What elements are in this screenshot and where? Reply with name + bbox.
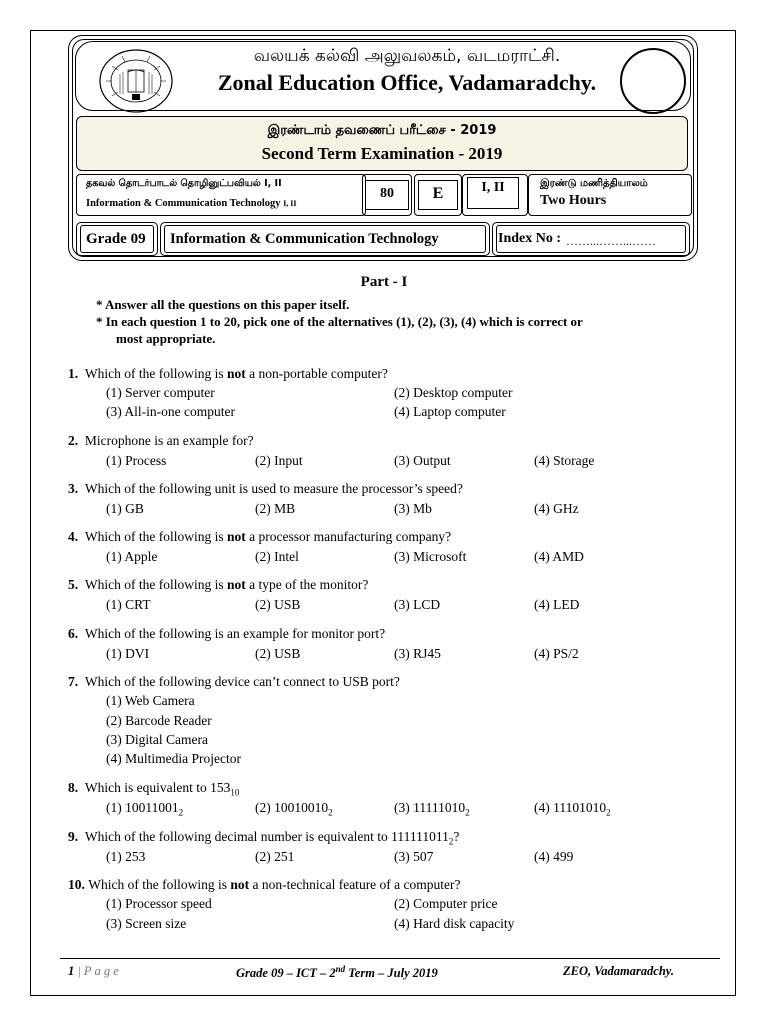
question-2: 2. Microphone is an example for? [68,433,254,448]
medium: E [432,185,444,202]
q3-option-1[interactable]: (1) GB [106,501,144,516]
subject-code: 80 [380,186,394,201]
q9-option-4[interactable]: (4) 499 [534,849,574,864]
question-3: 3. Which of the following unit is used to measure the processor’s speed? [68,481,463,496]
q3-option-3[interactable]: (3) Mb [394,501,432,516]
footer-right: ZEO, Vadamaradchy. [563,964,674,978]
q10-option-3[interactable]: (3) Screen size [106,916,187,931]
q6-option-1[interactable]: (1) DVI [106,646,150,661]
footer-center: Grade 09 – ICT – 2nd Term – July 2019 [236,964,438,981]
stamp-circle [620,48,686,114]
office-title: Zonal Education Office, Vadamaradchy. [217,70,597,95]
q2-option-1[interactable]: (1) Process [106,453,167,468]
q6-option-3[interactable]: (3) RJ45 [394,646,441,661]
exam-title-tamil: இரண்டாம் தவணைப் பரீட்சை - 2019 [267,123,497,138]
question-4: 4. Which of the following is not a processor manufacturing company? [68,529,452,544]
subject-tamil: தகவல் தொடர்பாடல் தொழினுட்பவியல் I, II [86,178,282,189]
q8-option-4[interactable]: (4) $11101010_2$ [534,800,611,818]
duration: Two Hours [540,193,607,208]
q4-option-2[interactable]: (2) Intel [255,549,299,564]
instruction-2: * In each question 1 to 20, pick one of the alternatives (1), (2), (3), (4) which is correct or [96,314,583,329]
q10-option-2[interactable]: (2) Computer price [394,896,498,911]
question-7: 7. Which of the following device can’t connect to USB port? [68,674,400,689]
q7-option-1[interactable]: (1) Web Camera [106,693,195,708]
q5-option-4[interactable]: (4) LED [534,597,580,612]
q9-option-3[interactable]: (3) 507 [394,849,434,864]
instruction-1: * Answer all the questions on this paper itself. [96,297,350,312]
index-label: Index No : [498,231,562,246]
footer-divider [60,958,720,959]
q2-option-2[interactable]: (2) Input [255,453,303,468]
q8-option-2[interactable]: (2) $10010010_2$ [255,800,333,818]
q5-option-2[interactable]: (2) USB [255,597,301,612]
q3-option-4[interactable]: (4) GHz [534,501,579,516]
education-logo-icon [98,48,174,114]
q9-option-2[interactable]: (2) 251 [255,849,295,864]
q4-option-4[interactable]: (4) AMD [534,549,584,564]
grade: Grade 09 [86,231,146,247]
q7-option-2[interactable]: (2) Barcode Reader [106,713,212,728]
q9-option-1[interactable]: (1) 253 [106,849,146,864]
q3-option-2[interactable]: (2) MB [255,501,296,516]
index-field[interactable]: ……...……...…… [566,234,656,248]
q2-option-4[interactable]: (4) Storage [534,453,595,468]
q1-option-4[interactable]: (4) Laptop computer [394,404,506,419]
question-9: 9. Which of the following decimal number is equivalent to $111111011_2$? [68,829,460,847]
q7-option-4[interactable]: (4) Multimedia Projector [106,751,241,766]
question-8: 8. Which is equivalent to $153_{10}$ [68,780,240,798]
q8-option-3[interactable]: (3) $11111010_2$ [394,800,470,818]
q2-option-3[interactable]: (3) Output [394,453,451,468]
q4-option-3[interactable]: (3) Microsoft [394,549,467,564]
subject-english: Information & Communication Technology I, II [86,198,297,209]
q6-option-4[interactable]: (4) PS/2 [534,646,579,661]
q10-option-1[interactable]: (1) Processor speed [106,896,212,911]
q1-option-2[interactable]: (2) Desktop computer [394,385,513,400]
question-10: 10. Which of the following is not a non-technical feature of a computer? [68,877,461,892]
instruction-2-cont: most appropriate. [116,331,216,346]
exam-title: Second Term Examination - 2019 [261,144,503,163]
q4-option-1[interactable]: (1) Apple [106,549,158,564]
q5-option-3[interactable]: (3) LCD [394,597,441,612]
q1-option-3[interactable]: (3) All-in-one computer [106,404,235,419]
papers: I, II [481,180,505,195]
question-6: 6. Which of the following is an example for monitor port? [68,626,386,641]
q1-option-1[interactable]: (1) Server computer [106,385,215,400]
subject-full: Information & Communication Technology [170,231,439,247]
footer-page: 1 | P a g e [68,964,119,978]
part-title: Part - I [360,274,408,290]
q5-option-1[interactable]: (1) CRT [106,597,151,612]
office-title-tamil: வலயக் கல்வி அலுவலகம், வடமராட்சி. [253,46,561,66]
q6-option-2[interactable]: (2) USB [255,646,301,661]
q10-option-4[interactable]: (4) Hard disk capacity [394,916,515,931]
q8-option-1[interactable]: (1) $10011001_2$ [106,800,184,818]
duration-tamil: இரண்டு மணித்தியாலம் [540,178,648,189]
question-5: 5. Which of the following is not a type of the monitor? [68,577,369,592]
q7-option-3[interactable]: (3) Digital Camera [106,732,208,747]
question-1: 1. Which of the following is not a non-portable computer? [68,366,388,381]
